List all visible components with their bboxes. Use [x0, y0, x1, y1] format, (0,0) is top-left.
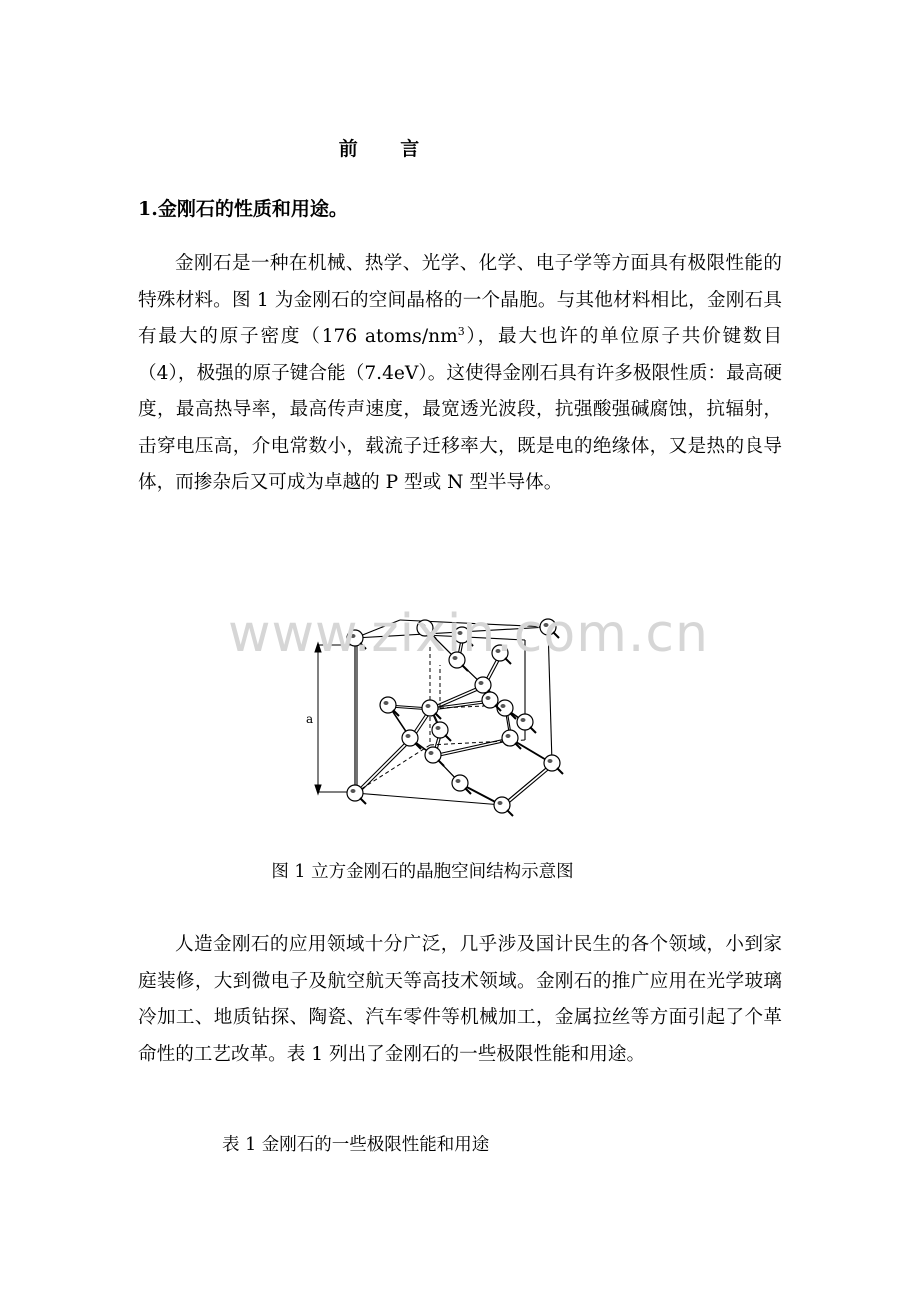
bond-shadow	[357, 740, 412, 795]
atom-shading	[351, 634, 356, 638]
dimension-indicator	[315, 643, 352, 794]
atom-stub	[507, 810, 513, 816]
superscript-3: 3	[457, 325, 465, 338]
atom-shading	[456, 779, 461, 783]
atom-shading	[458, 631, 463, 635]
atom-shading	[486, 696, 491, 700]
bond	[502, 763, 552, 805]
atom-shading	[421, 624, 426, 628]
paragraph-properties-text-a: 金刚石是一种在机械、热学、光学、化学、电子学等方面具有极限性能的特殊材料。图 1 为金刚石的空间晶格的一个晶胞。与其他材料相比，金刚石具有最大的原子密度（176 atoms/nm	[138, 253, 782, 347]
atom-shading	[496, 649, 501, 653]
atom-stub	[505, 658, 511, 664]
dimension-arrow	[315, 643, 321, 652]
atom-stub	[530, 727, 536, 733]
atom-stub	[557, 768, 563, 774]
table-caption: 表 1 金刚石的一些极限性能和用途	[222, 1135, 490, 1155]
atom	[454, 627, 473, 646]
atom-stub	[360, 643, 366, 649]
atom-shading	[436, 726, 441, 730]
atom	[432, 722, 451, 741]
atom	[380, 697, 399, 716]
atom-shading	[384, 701, 389, 705]
atom-shading	[426, 704, 431, 708]
atom-stub	[438, 760, 444, 766]
atom	[449, 652, 468, 671]
atom-shading	[406, 734, 411, 738]
bond-shadow	[504, 765, 554, 807]
cube-edge	[425, 635, 525, 640]
figure-caption: 图 1 立方金刚石的晶胞空间结构示意图	[271, 862, 574, 882]
atom	[417, 620, 436, 639]
atom-shading	[544, 623, 549, 627]
cube-edge	[548, 627, 552, 763]
atoms	[347, 619, 563, 816]
paragraph-properties	[138, 246, 782, 502]
atom	[494, 797, 513, 816]
dimension-arrow	[315, 785, 321, 794]
atom-shading	[351, 789, 356, 793]
atom	[482, 692, 501, 711]
atom-stub	[445, 735, 451, 741]
atom	[492, 645, 511, 664]
atom-shading	[501, 704, 506, 708]
paragraph-properties-text-b: ），最大也许的单位原子共价键数目（4），极强的原子键合能（7.4eV）。这使得金刚石具有许多极限性质：最高硬度，最高热导率，最高传声速度，最宽透光波段，抗强酸强碱腐蚀，抗辐射，击穿电压高，介电常数小，载流子迁移率大，既是电的绝缘体，又是热的良导体，而掺杂后又可成为卓越的 P 型或 N 型半导体。	[138, 326, 782, 493]
atom-shading	[506, 734, 511, 738]
atom-stub	[467, 640, 473, 646]
paragraph-applications: 人造金刚石的应用领域十分广泛，几乎涉及国计民生的各个领域，小到家庭装修，大到微电子及航空航天等高技术领域。金刚石的推广应用在光学玻璃冷加工、地质钻探、陶瓷、汽车零件等机械加工，金属拉丝等方面引起了个革命性的工艺改革。表 1 列出了金刚石的一些极限性能和用途。	[138, 934, 782, 1065]
atom-stub	[553, 632, 559, 638]
diamond-unit-cell-diagram	[300, 605, 600, 837]
atom-shading	[548, 759, 553, 763]
atom-stub	[360, 798, 366, 804]
section-title: 1.金刚石的性质和用途。	[138, 198, 348, 220]
atom-shading	[479, 681, 484, 685]
atom	[425, 747, 444, 766]
atom	[517, 714, 536, 733]
atom-shading	[521, 718, 526, 722]
watermark: www.zixin.com.cn	[228, 604, 709, 664]
bond	[433, 738, 510, 755]
atom-shading	[429, 751, 434, 755]
atom-shading	[453, 656, 458, 660]
atom-shading	[498, 801, 503, 805]
atom-stub	[462, 665, 468, 671]
atom	[347, 630, 366, 649]
bond	[355, 738, 410, 793]
page-heading: 前 言	[338, 138, 438, 160]
atom	[452, 775, 471, 794]
dimension-label: a	[306, 712, 314, 726]
diamond-crystal-figure	[300, 605, 600, 837]
atom	[502, 730, 521, 749]
atom	[540, 619, 559, 638]
atom	[402, 730, 421, 749]
